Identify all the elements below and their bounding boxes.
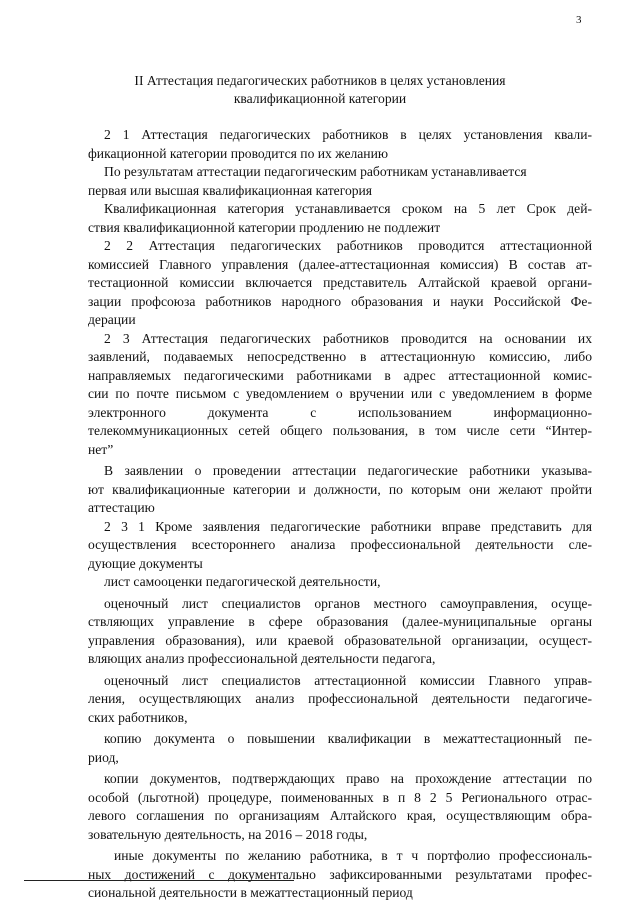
text-line: телекоммуникационных сетей общего пользования, в том числе сети “Интер- <box>88 423 592 438</box>
text-line: ских работников, <box>88 709 188 725</box>
text-line: осуществления всестороннего анализа профессиональной деятельности сле- <box>88 537 592 552</box>
document-body <box>88 126 592 903</box>
text-line: По результатам аттестации педагогическим работникам устанавливается <box>104 164 527 179</box>
text-line: первая или высшая квалификационная категория <box>88 182 373 198</box>
text-line: иные документы по желанию работника, в т ч портфолио профессиональ- <box>114 848 592 863</box>
footer-rule <box>24 880 294 881</box>
text-line: комиссией Главного управления (далее-аттестационная комиссия) В состав ат- <box>88 256 592 272</box>
text-line: лист самооценки педагогической деятельности, <box>104 574 381 589</box>
text-line: 2 2 Аттестация педагогических работников проводится аттестационной <box>104 238 592 253</box>
text-line: 2 3 1 Кроме заявления педагогические работники вправе представить для <box>104 518 592 534</box>
text-line: ления, осуществляющих анализ профессиональной деятельности педагогиче- <box>88 691 592 706</box>
text-line: ют квалификационные категории и должности, по которым они желают пройти <box>88 481 592 497</box>
text-line: ствляющих управление в сфере образования (далее-муниципальные органы <box>88 614 592 629</box>
text-line: сии по почте письмом с уведомлением о вручении или с уведомлением в форме <box>88 386 592 401</box>
section-title-line: квалификационной категории <box>233 91 407 106</box>
text-line: аттестацию <box>88 500 155 515</box>
text-line: 2 3 Аттестация педагогических работников проводится на основании их <box>104 330 592 346</box>
text-line: вляющих анализ профессиональной деятельности педагога, <box>88 651 436 666</box>
text-line: дующие документы <box>88 555 203 571</box>
text-line: направляемых педагогическими работниками в адрес аттестационной комис- <box>88 367 592 383</box>
text-line: особой (льготной) процедуре, поименованных в п 8 2 5 Регионального отрас- <box>88 789 592 805</box>
text-line: ных достижений с документально зафиксированными результатами профес- <box>88 866 592 882</box>
text-line: нет” <box>88 441 114 457</box>
text-line: заявлений, подаваемых непосредственно в аттестационную комиссию, либо <box>88 349 592 364</box>
text-line: ствия квалификационной категории продлению не подлежит <box>88 219 441 235</box>
text-line: электронного документа с использованием информационно- <box>88 404 592 420</box>
text-line: оценочный лист специалистов аттестационной комиссии Главного управ- <box>104 672 592 688</box>
text-line: тестационной комиссии включается представитель Алтайской краевой органи- <box>88 275 592 290</box>
page-number: 3 <box>576 14 582 26</box>
section-title <box>0 72 640 108</box>
text-line: В заявлении о проведении аттестации педагогические работники указыва- <box>104 463 592 478</box>
text-line: Квалификационная категория устанавливается сроком на 5 лет Срок дей- <box>104 201 592 216</box>
text-line: управления образования), или краевой образовательной организации, осущест- <box>88 632 592 648</box>
text-line: копию документа о повышении квалификации в межаттестационный пе- <box>104 731 592 746</box>
text-line: дерации <box>88 312 136 327</box>
text-line: сиональной деятельности в межаттестационный период <box>88 885 413 900</box>
section-title-line: II Аттестация педагогических работников в целях установления <box>134 73 506 88</box>
text-line: фикационной категории проводится по их желанию <box>88 145 389 161</box>
text-line: зации профсоюза работников народного образования и науки Российской Фе- <box>88 293 592 309</box>
text-line: левого соглашения по организациям Алтайского края, осуществляющим обра- <box>88 808 592 823</box>
text-line: 2 1 Аттестация педагогических работников в целях установления квали- <box>104 127 592 142</box>
text-line: копии документов, подтверждающих право на прохождение аттестации по <box>104 771 592 786</box>
text-line: оценочный лист специалистов органов местного самоуправления, осуще- <box>104 595 592 611</box>
text-line: зовательную деятельность, на 2016 – 2018 годы, <box>88 826 368 842</box>
text-line: риод, <box>88 749 119 765</box>
